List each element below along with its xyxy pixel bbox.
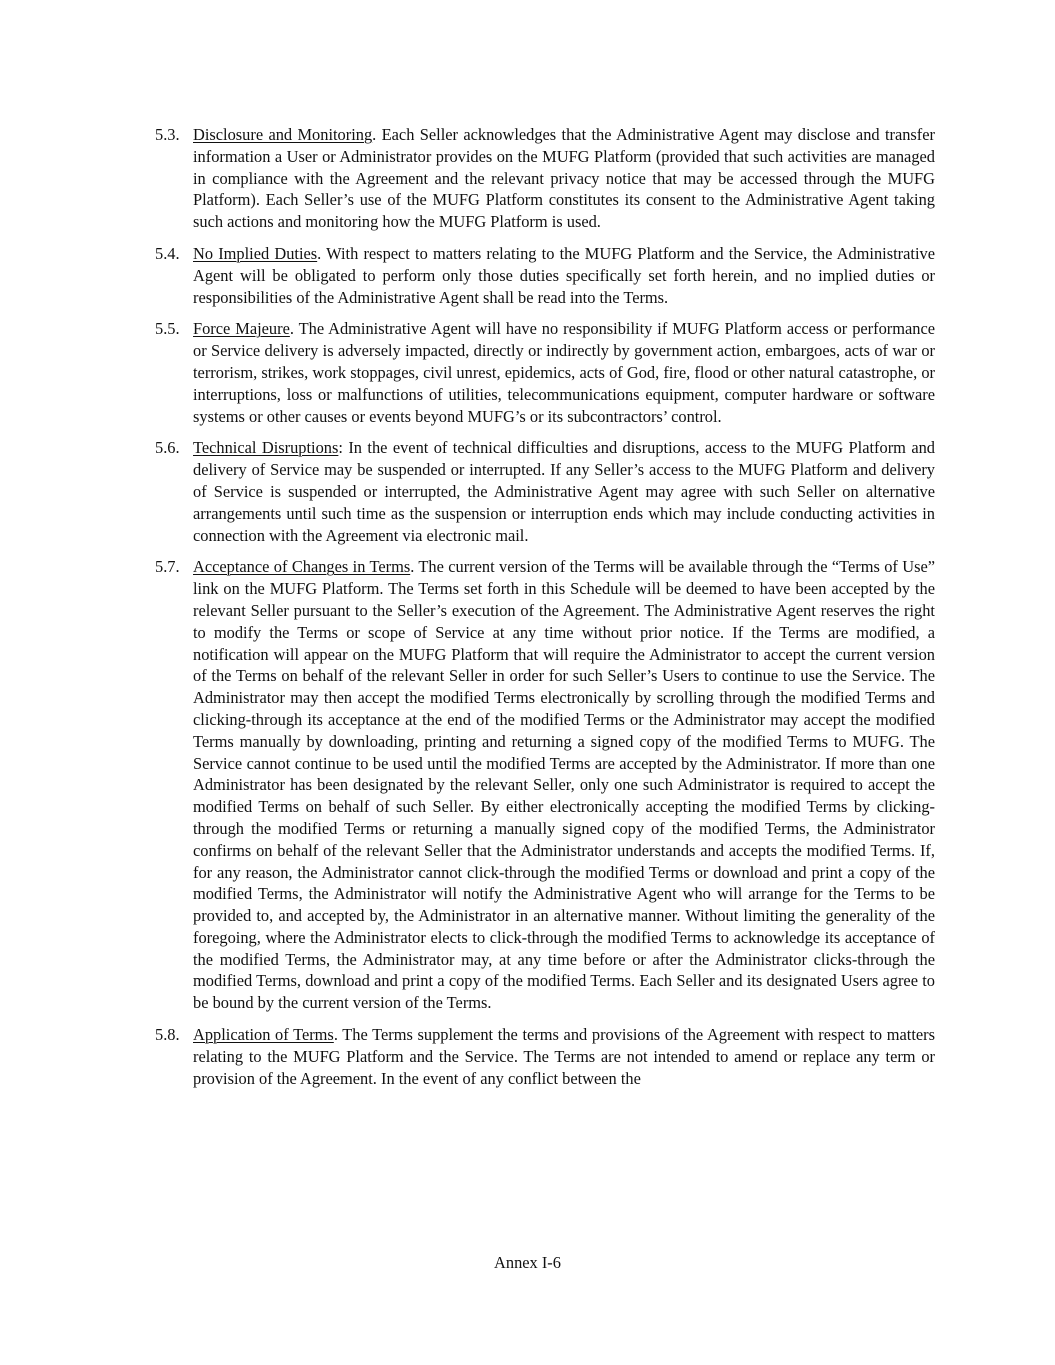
section-5-4 bbox=[155, 243, 935, 308]
page-footer: Annex I-6 bbox=[494, 1253, 561, 1272]
section-number: 5.8. bbox=[155, 1025, 180, 1045]
section-text: . The Administrative Agent will have no responsibility if MUFG Platform access or performance or Service delivery is adversely impacted, directly or indirectly by government action, embargoes, acts of war or terrorism, strikes, work stoppages, civil unrest, epidemics, acts of God, fire, flood or other natural catastrophe, or interruptions, loss or malfunctions of utilities, telecommunications equipment, computer hardware or software systems or other causes or events beyond MUFG’s or its subcontractors’ control. bbox=[193, 319, 936, 426]
section-5-5 bbox=[155, 318, 935, 427]
section-5-6 bbox=[155, 437, 935, 546]
section-body bbox=[193, 243, 935, 308]
section-number: 5.6. bbox=[155, 438, 180, 458]
section-heading: No Implied Duties bbox=[193, 243, 318, 263]
section-text: : In the event of technical difficulties and disruptions, access to the MUFG Platform and delivery of Service may be suspended or interrupted. If any Seller’s access to the MUFG Platform and delivery of Service is suspended or interrupted, the Administrative Agent may agree with such Seller on alternative arrangements until such time as the suspension or interruption ends which may include conducting activities in connection with the Agreement via electronic mail. bbox=[193, 438, 935, 545]
section-text: . The Terms supplement the terms and provisions of the Agreement with respect to matters relating to the MUFG Platform and the Service. The Terms are not intended to amend or replace any term or provision of the Agreement. In the event of any conflict between the bbox=[193, 1025, 935, 1088]
section-list bbox=[155, 124, 935, 1099]
section-body bbox=[193, 124, 935, 233]
section-number: 5.4. bbox=[155, 243, 180, 263]
section-heading: Application of Terms bbox=[193, 1025, 334, 1045]
section-heading: Technical Disruptions bbox=[193, 438, 339, 458]
section-number: 5.5. bbox=[155, 319, 180, 339]
section-body bbox=[193, 437, 935, 546]
section-heading: Acceptance of Changes in Terms bbox=[193, 557, 411, 577]
section-text: . Each Seller acknowledges that the Administrative Agent may disclose and transfer information a User or Administrator provides on the MUFG Platform (provided that such activities are managed in compliance with the Agreement and the relevant privacy notice that may be accessed through the MUFG Platform). Each Seller’s use of the MUFG Platform constitutes its consent to the Administrative Agent taking such actions and monitoring how the MUFG Platform is used. bbox=[193, 125, 935, 232]
section-body bbox=[193, 1024, 935, 1089]
section-number: 5.3. bbox=[155, 125, 180, 144]
section-body bbox=[193, 556, 935, 1014]
section-5-8 bbox=[155, 1024, 935, 1089]
section-body bbox=[193, 318, 935, 427]
section-heading: Disclosure and Monitoring bbox=[193, 125, 373, 144]
section-number: 5.7. bbox=[155, 557, 180, 577]
section-5-3 bbox=[155, 124, 935, 233]
section-5-7 bbox=[155, 556, 935, 1014]
section-text: . With respect to matters relating to the MUFG Platform and the Service, the Administrative Agent will be obligated to perform only those duties specifically set forth herein, and no implied duties or responsibilities of the Administrative Agent shall be read into the Terms. bbox=[193, 243, 935, 307]
section-heading: Force Majeure bbox=[193, 319, 290, 339]
section-text: . The current version of the Terms will be available through the “Terms of Use” link on the MUFG Platform. The Terms set forth in this Schedule will be deemed to have been accepted by the relevant Seller pursuant to the Seller’s execution of the Agreement. The Administrative Agent reserves the right to modify the Terms or scope of Service at any time without prior notice. If the Terms are modified, a notification will appear on the MUFG Platform that will require the Administrator to accept the current version of the Terms on behalf of the relevant Seller in order for such Seller’s Users to continue to use the Service. The Administrator may then accept the modified Terms electronically by scrolling through the modified Terms and clicking-through its acceptance at the end of the modified Terms or the Administrator may accept the modified Terms manually by downloading, printing and returning a signed copy of the modified Terms to MUFG. The Service cannot continue to be used until the modified Terms are accepted by the Administrator. If more than one Administrator has been designated by the relevant Seller, only one such Administrator is required to accept the modified Terms on behalf of such Seller. By either electronically accepting the modified Terms by clicking-through the modified Terms or returning a manually signed copy of the modified Terms, the Administrator confirms on behalf of the relevant Seller that the Administrator understands and accepts the modified Terms. If, for any reason, the Administrator cannot click-through the modified Terms or download and print a copy of the modified Terms, the Administrator will notify the Administrative Agent who will arrange for the Terms to be provided to, and accepted by, the Administrator in an alternative manner. Without limiting the generality of the foregoing, where the Administrator elects to click-through the modified Terms to acknowledge its acceptance of the modified Terms, the Administrator may, at any time before or after the Administrator clicks-through the modified Terms, download and print a copy of the modified Terms. Each Seller and its designated Users agree to be bound by the current version of the Terms. bbox=[193, 557, 935, 1013]
